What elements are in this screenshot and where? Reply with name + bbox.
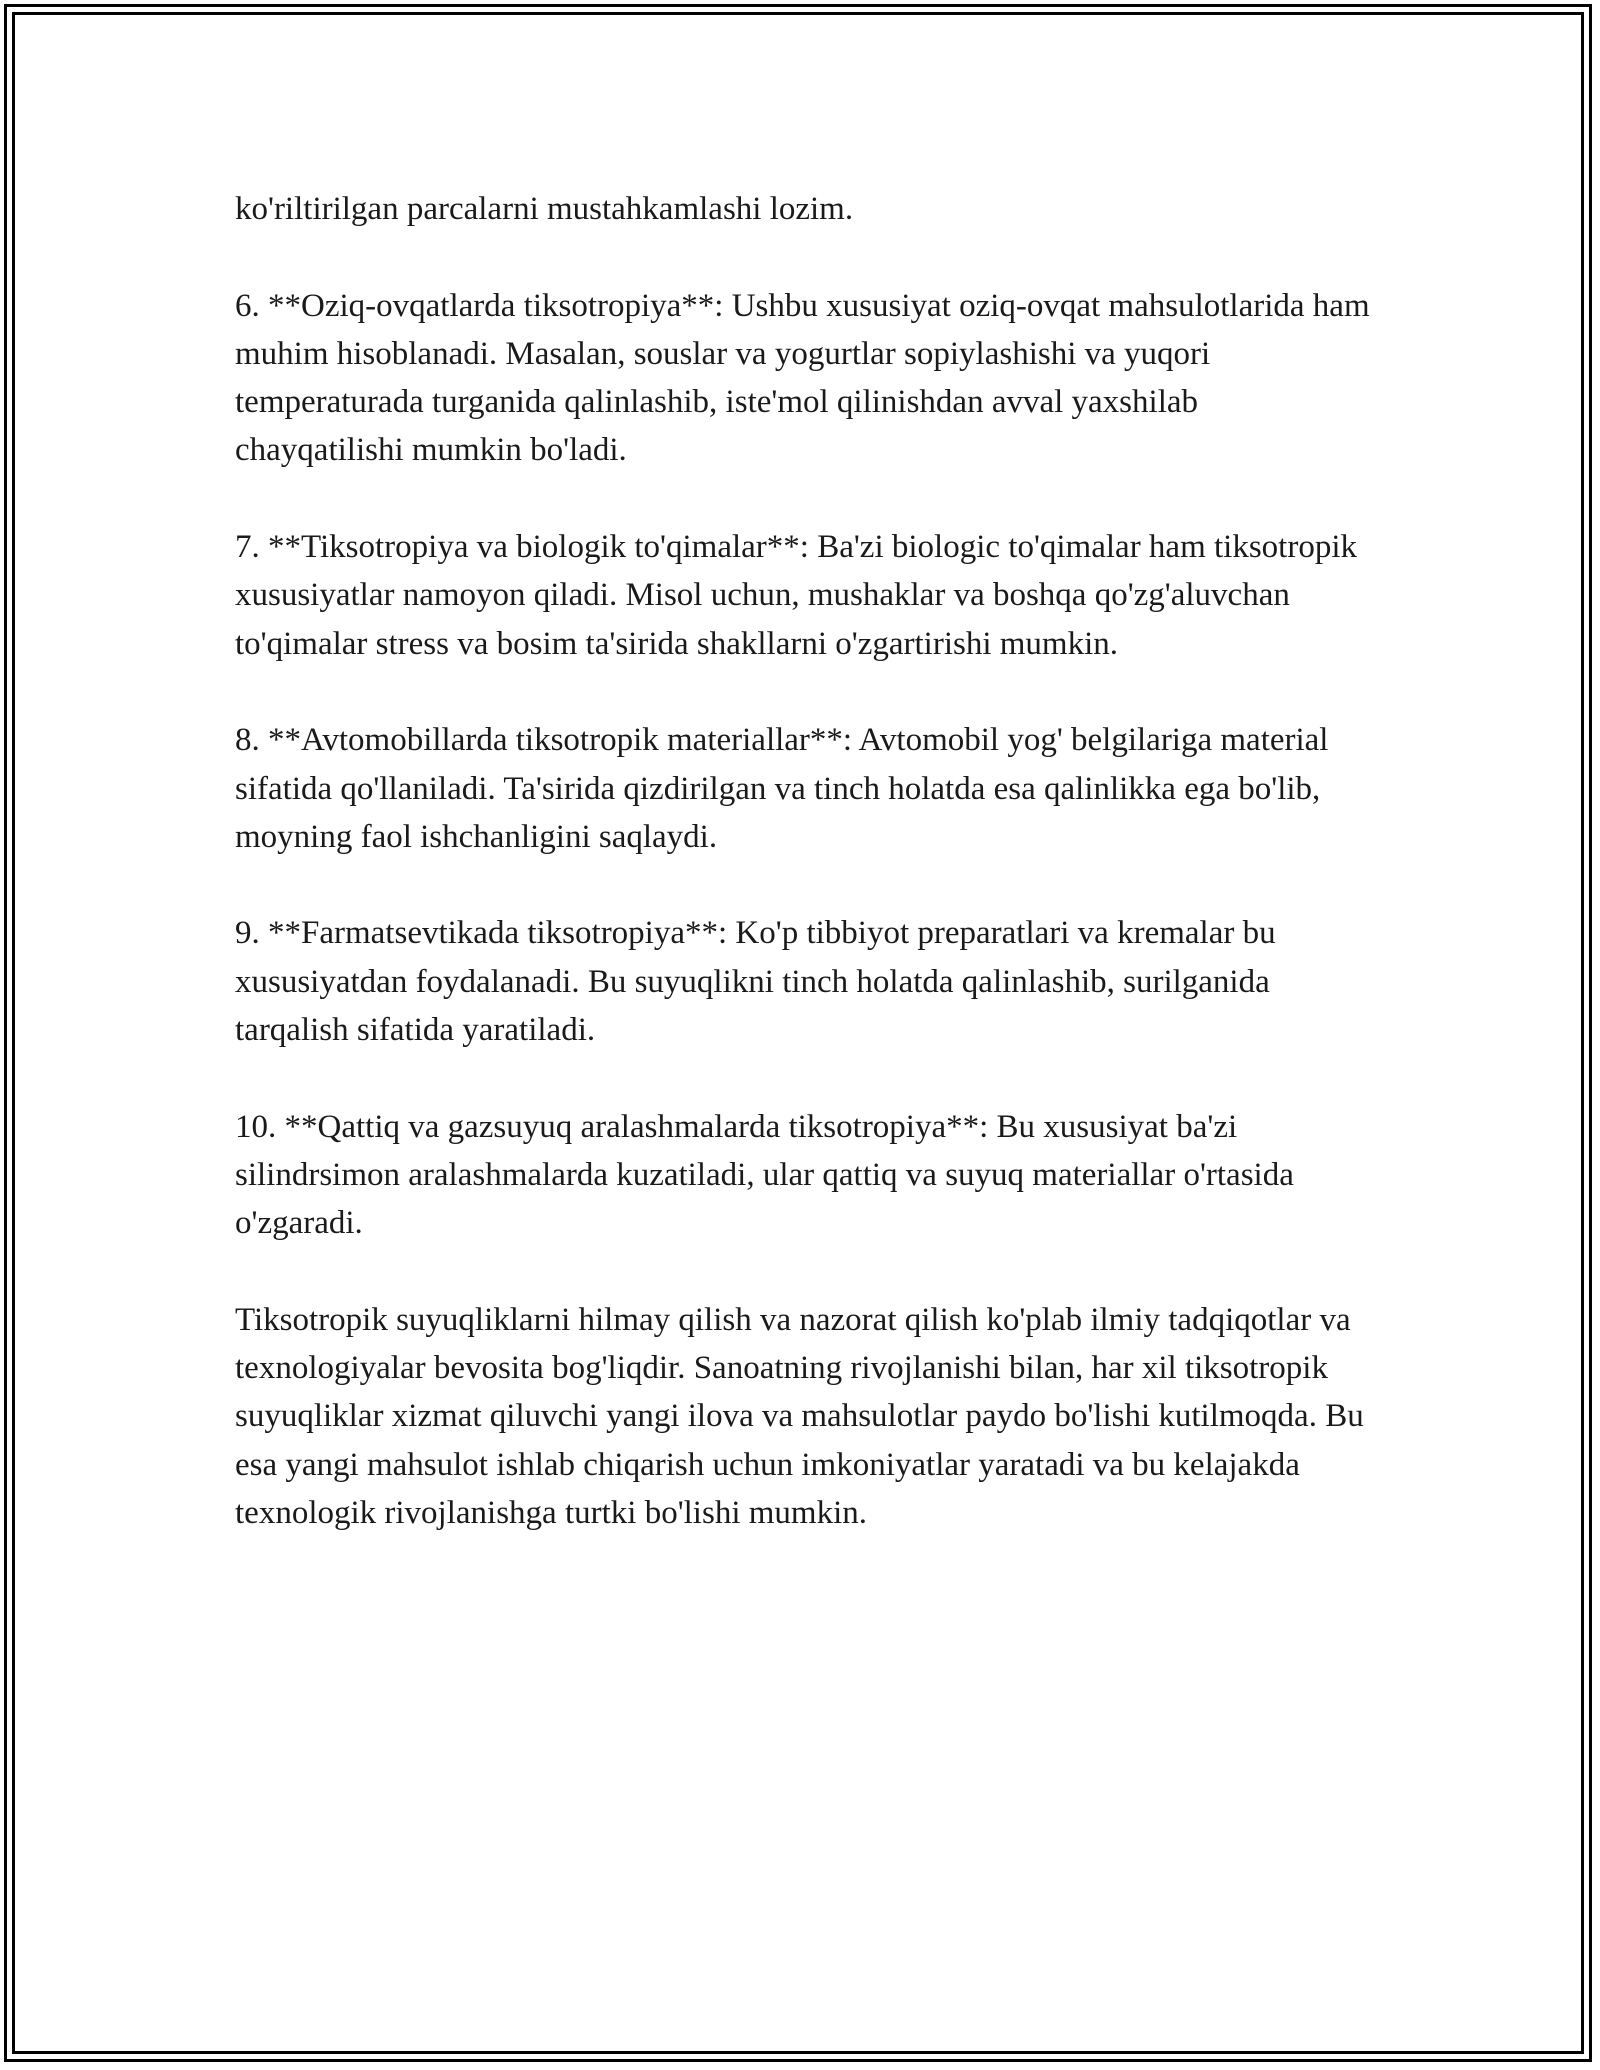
paragraph-item-9: 9. **Farmatsevtikada tiksotropiya**: Ko'p tibbiyot preparatlari va kremalar bu xususiyatdan foydalanadi. Bu suyuqlikni tinch holatda qalinlashib, surilganida tarqalish sifatida yaratiladi. [235,915,1276,1049]
paragraph-continuation: ko'riltirilgan parcalarni mustahkamlashi lozim. [235,191,854,227]
paragraph-item-6: 6. **Oziq-ovqatlarda tiksotropiya**: Ushbu xususiyat oziq-ovqat mahsulotlarida ham muhim hisoblanadi. Masalan, souslar va yogurtlar sopiylashishi va yuqori temperaturada turganida qalinlashib, iste'mol qilinishdan avval yaxshilab chayqatilishi mumkin bo'ladi. [235,287,1370,469]
document-body [235,185,1370,1586]
paragraph-conclusion: Tiksotropik suyuqliklarni hilmay qilish va nazorat qilish ko'plab ilmiy tadqiqotlar va texnologiyalar bevosita bog'liqdir. Sanoatning rivojlanishi bilan, har xil tiksotropik suyuqliklar xizmat qiluvchi yangi ilova va mahsulotlar paydo bo'lishi kutilmoqda. Bu esa yangi mahsulot ishlab chiqarish uchun imkoniyatlar yaratadi va bu kelajakda texnologik rivojlanishga turtki bo'lishi mumkin. [235,1301,1364,1532]
paragraph-item-7: 7. **Tiksotropiya va biologik to'qimalar**: Ba'zi biologic to'qimalar ham tiksotropik xususiyatlar namoyon qiladi. Misol uchun, mushaklar va boshqa qo'zg'aluvchan to'qimalar stress va bosim ta'sirida shakllarni o'zgartirishi mumkin. [235,529,1357,662]
paragraph-item-10: 10. **Qattiq va gazsuyuq aralashmalarda tiksotropiya**: Bu xususiyat ba'zi silindrsimon aralashmalarda kuzatiladi, ular qattiq va suyuq materiallar o'rtasida o'zgaradi. [235,1108,1294,1242]
paragraph-item-8: 8. **Avtomobillarda tiksotropik materiallar**: Avtomobil yog' belgilariga material sifatida qo'llaniladi. Ta'sirida qizdirilgan va tinch holatda esa qalinlikka ega bo'lib, moyning faol ishchanligini saqlaydi. [235,722,1329,855]
